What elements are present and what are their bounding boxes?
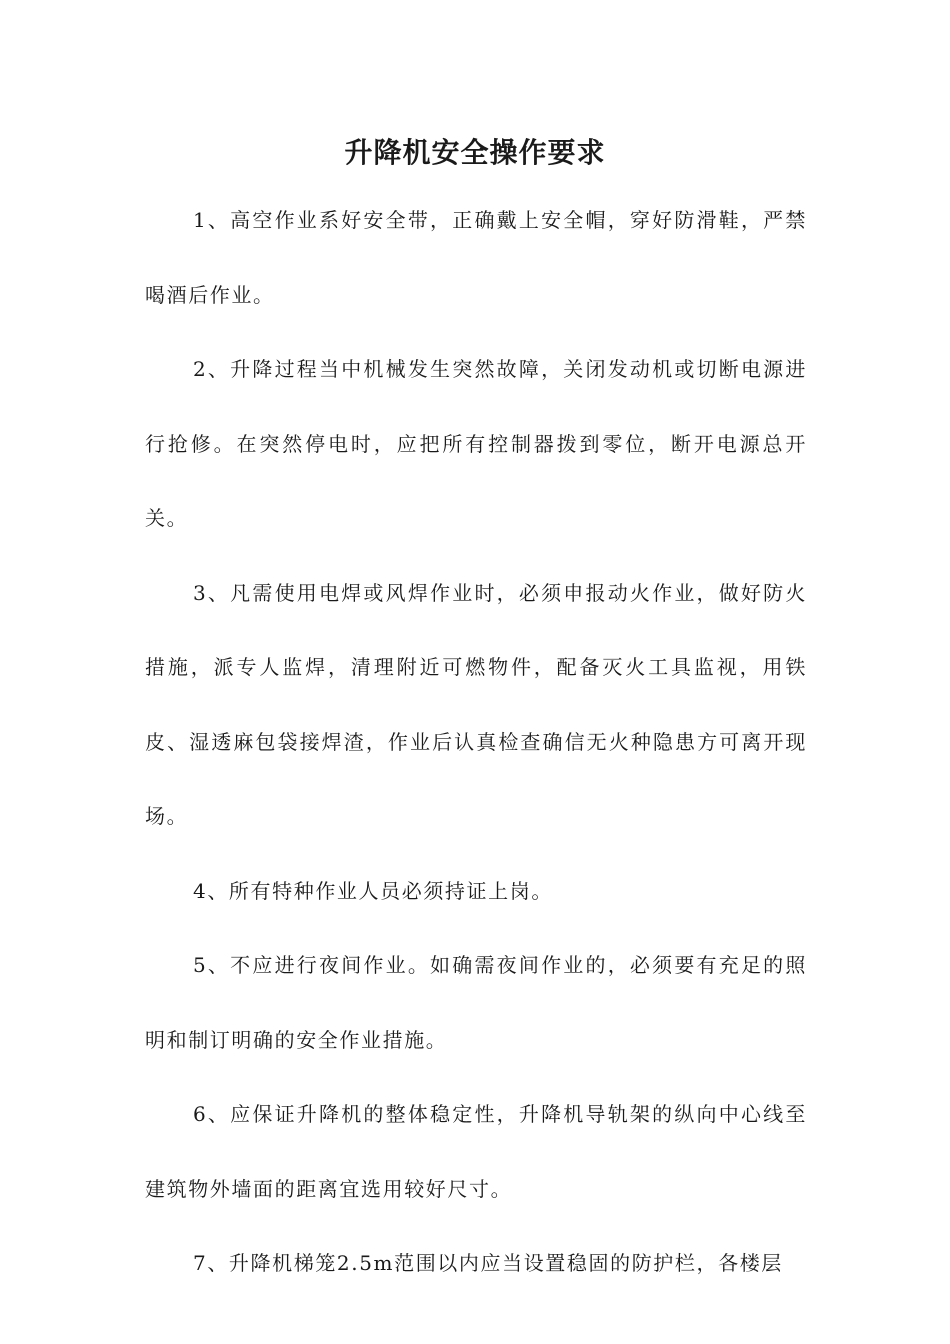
paragraph-2: 2、升降过程当中机械发生突然故障，关闭发动机或切断电源进行抢修。在突然停电时，应把所有控制器拨到零位，断开电源总开关。 — [145, 357, 807, 530]
paragraph-4: 4、所有特种作业人员必须持证上岗。 — [193, 878, 553, 903]
paragraph-1: 1、高空作业系好安全带，正确戴上安全帽，穿好防滑鞋，严禁喝酒后作业。 — [145, 208, 807, 307]
paragraph-5: 5、不应进行夜间作业。如确需夜间作业的，必须要有充足的照明和制订明确的安全作业措施。 — [145, 953, 807, 1052]
document-body — [145, 183, 807, 1301]
paragraph-7: 7、升降机梯笼2.5m范围以内应当设置稳固的防护栏，各楼层 — [193, 1251, 783, 1275]
paragraph-3: 3、凡需使用电焊或风焊作业时，必须申报动火作业，做好防火措施，派专人监焊，清理附近可燃物件，配备灭火工具监视，用铁皮、湿透麻包袋接焊渣，作业后认真检查确信无火种隐患方可离开现场。 — [145, 580, 807, 828]
page-title: 升降机安全操作要求 — [344, 136, 606, 169]
paragraph-6: 6、应保证升降机的整体稳定性，升降机导轨架的纵向中心线至建筑物外墙面的距离宜选用较好尺寸。 — [145, 1102, 807, 1201]
